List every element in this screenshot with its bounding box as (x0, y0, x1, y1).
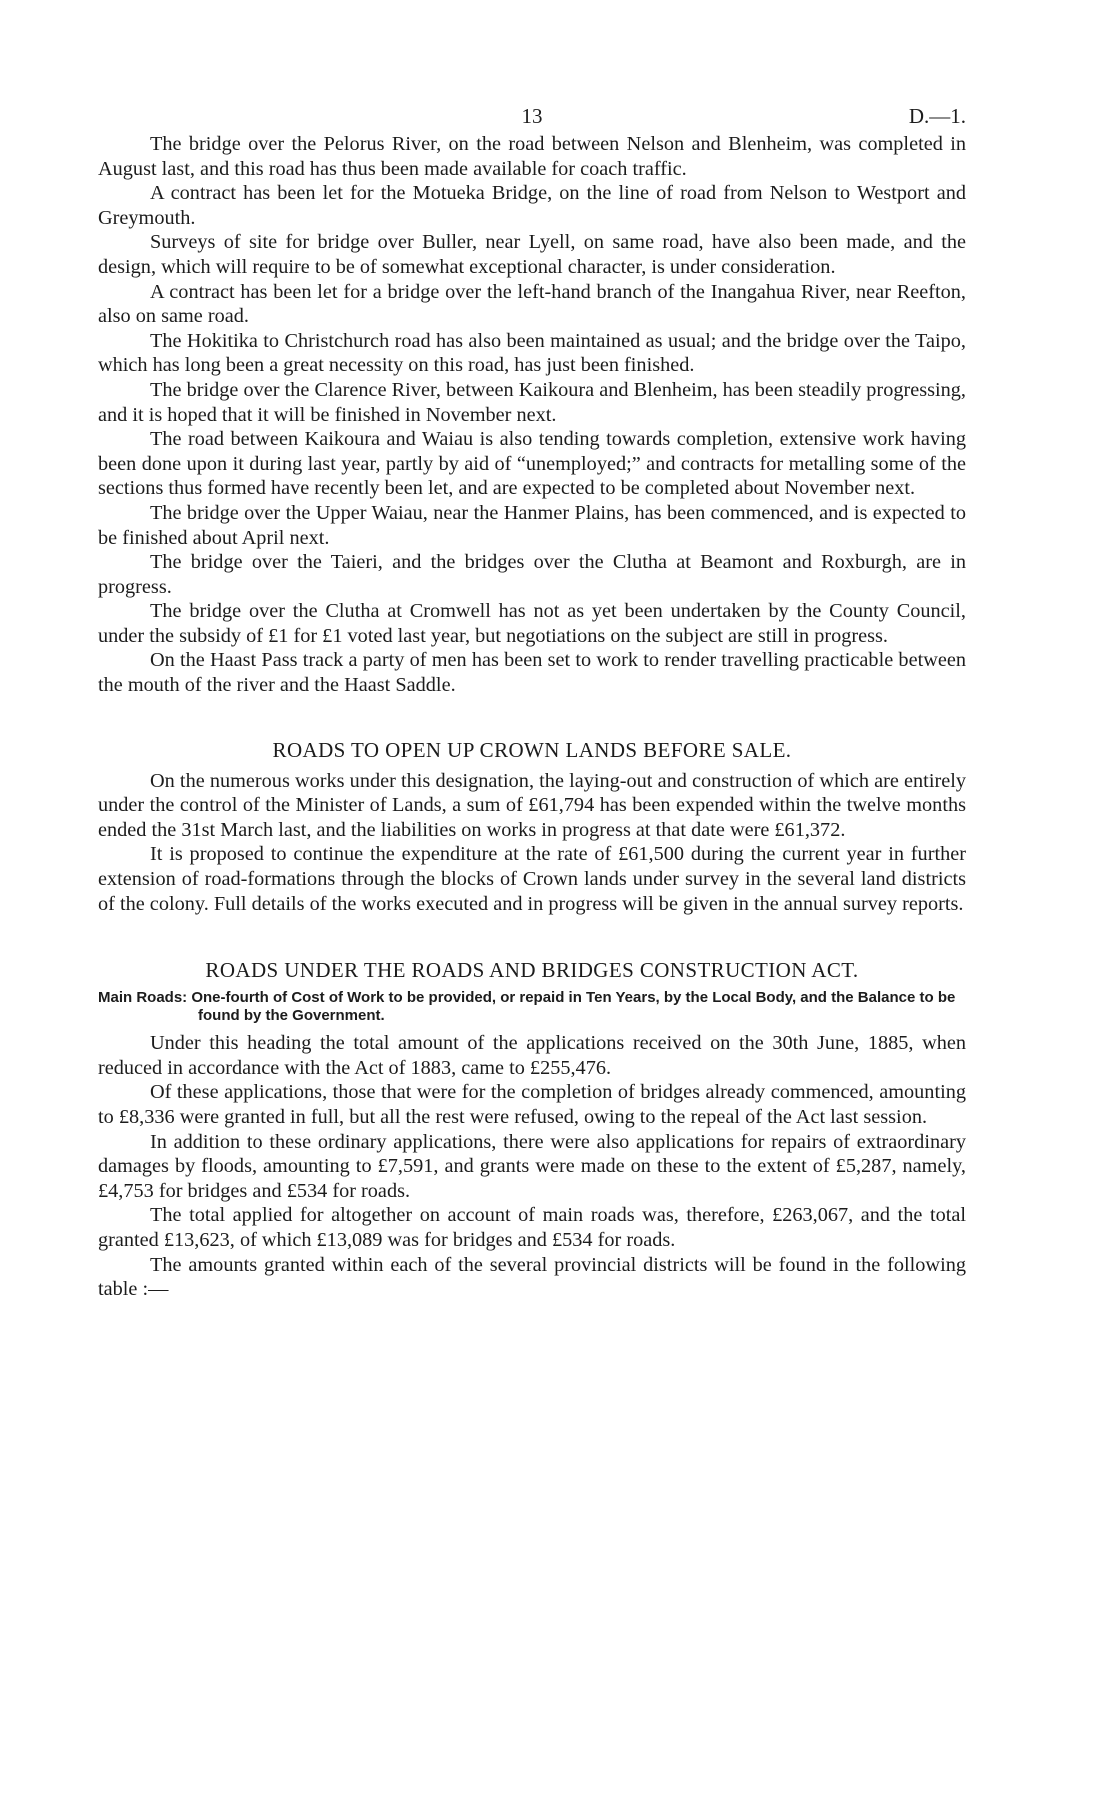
paragraph: The bridge over the Upper Waiau, near the Hanmer Plains, has been commenced, and is expected to be finished about April next. (98, 501, 966, 549)
paragraph: In addition to these ordinary applications, there were also applications for repairs of extraordinary damages by floods, amounting to £7,591, and grants were made on these to the extent of £5,287, namely, £4,753 for bridges and £534 for roads. (98, 1130, 966, 1202)
document-page (98, 96, 966, 1302)
paragraph: The total applied for altogether on account of main roads was, therefore, £263,067, and the total granted £13,623, of which £13,089 was for bridges and £534 for roads. (98, 1204, 966, 1251)
section-heading-construction-act: ROADS UNDER THE ROADS AND BRIDGES CONSTRUCTION ACT. (205, 958, 859, 983)
paragraph: The bridge over the Clarence River, between Kaikoura and Blenheim, has been steadily progressing, and it is hoped that it will be finished in November next. (98, 378, 966, 426)
paragraph: Of these applications, those that were for the completion of bridges already commenced, amounting to £8,336 were granted in full, but all the rest were refused, owing to the repeal of the Act last session. (98, 1081, 966, 1128)
document-reference: D.—1. (908, 104, 966, 128)
paragraph: Under this heading the total amount of the applications received on the 30th June, 1885, when reduced in accordance with the Act of 1883, came to £255,476. (98, 1032, 966, 1079)
paragraph: On the Haast Pass track a party of men has been set to work to render travelling practicable between the mouth of the river and the Haast Saddle. (98, 649, 966, 697)
section-bridges-and-roads (98, 132, 966, 698)
paragraph: A contract has been let for the Motueka Bridge, on the line of road from Nelson to Westport and Greymouth. (98, 182, 966, 229)
paragraph: The bridge over the Taieri, and the bridges over the Clutha at Beamont and Roxburgh, are in progress. (98, 551, 966, 598)
page-number: 13 (521, 104, 543, 128)
paragraph: On the numerous works under this designation, the laying-out and construction of which are entirely under the control of the Minister of Lands, a sum of £61,794 has been expended within the twelve months ended the 31st March last, and the liabilities on works in progress at that date were £61,372. (98, 769, 966, 841)
section-crown-lands (98, 769, 966, 917)
paragraph: The bridge over the Clutha at Cromwell has not as yet been undertaken by the County Council, under the subsidy of £1 for £1 voted last year, but negotiations on the subject are still in progress. (98, 600, 966, 647)
paragraph: A contract has been let for a bridge over the left-hand branch of the Inangahua River, near Reefton, also on same road. (98, 280, 966, 328)
paragraph: It is proposed to continue the expenditure at the rate of £61,500 during the current year in further extension of road-formations through the blocks of Crown lands under survey in the several land districts of the colony. Full details of the works executed and in progress will be given in the annual survey reports. (98, 843, 966, 915)
section-construction-act (98, 1031, 966, 1302)
page-header (98, 96, 966, 132)
main-roads-subheading: Main Roads: One-fourth of Cost of Work to be provided, or repaid in Ten Years, by the Local Body, and the Balance to be found by the Government. (98, 989, 956, 1025)
paragraph: The road between Kaikoura and Waiau is also tending towards completion, extensive work having been done upon it during last year, partly by aid of “unemployed;” and contracts for metalling some of the sections thus formed have recently been let, and are expected to be completed about November next. (98, 428, 966, 500)
paragraph: The amounts granted within each of the several provincial districts will be found in the following table :— (98, 1253, 966, 1301)
paragraph: Surveys of site for bridge over Buller, near Lyell, on same road, have also been made, and the design, which will require to be of somewhat exceptional character, is under consideration. (98, 231, 966, 278)
section-heading-crown-lands: ROADS TO OPEN UP CROWN LANDS BEFORE SALE. (272, 737, 792, 762)
paragraph: The Hokitika to Christchurch road has also been maintained as usual; and the bridge over the Taipo, which has long been a great necessity on this road, has just been finished. (98, 329, 966, 377)
paragraph: The bridge over the Pelorus River, on the road between Nelson and Blenheim, was completed in August last, and this road has thus been made available for coach traffic. (98, 133, 966, 180)
